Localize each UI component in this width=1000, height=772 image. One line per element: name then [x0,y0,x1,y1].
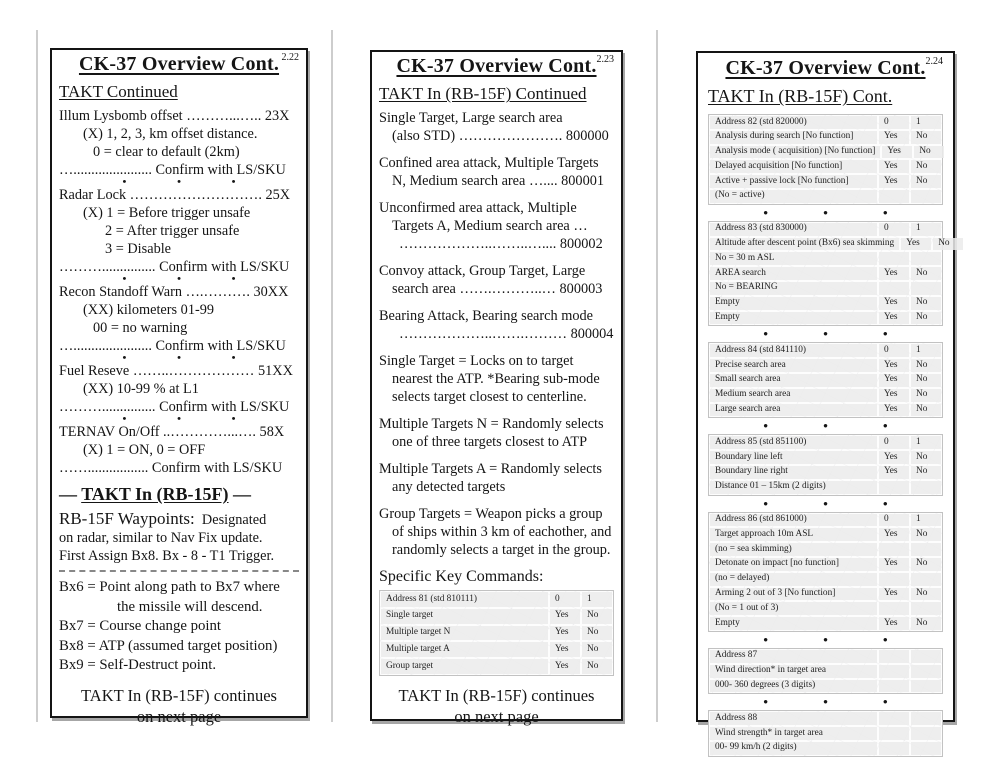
table-cell-label: Target approach 10m ASL [710,528,877,541]
table-cell-col1 [911,252,941,265]
table-cell-col0 [879,680,909,693]
kneeboard-page-2-22 [50,48,308,726]
table-cell-col0: Yes [879,312,909,325]
table-cell-col1: 1 [911,344,941,357]
text-line: selects target closest to centerline. [392,389,587,405]
table-cell-col0: Yes [879,359,909,372]
takt-entry-ternav [59,423,299,477]
address-86-table [708,512,943,632]
table-cell-label: Group target [381,659,548,674]
table-cell-col1: No [911,312,941,325]
table-cell-col1: 1 [911,514,941,527]
address-82-table [708,114,943,205]
text-line: ………………..…….……… 800004 [399,326,614,342]
table-cell-col1: No [911,558,941,571]
table-cell-label: Empty [710,617,877,630]
page-title-row [708,57,943,85]
footer-line: on next page [136,706,222,726]
table-cell-col1: No [911,267,941,280]
table-cell-label: Altitude after descent point (Bx6) sea skimming [710,238,899,251]
takt-entry-fuel-reserve [59,362,299,416]
table-cell-col0 [879,190,909,203]
table-row [710,436,941,449]
table-cell-label: Wind strength* in target area [710,727,877,740]
table-cell-col0: Yes [879,175,909,188]
table-row [710,602,941,615]
table-cell-label: Multiple target A [381,642,548,657]
table-cell-col0: Yes [879,267,909,280]
table-cell-col1 [911,712,941,725]
text-line: (X) 1, 2, 3, km offset distance. [83,126,258,142]
separator-dots: • • • [122,273,236,285]
key-commands-label: Specific Key Commands: [379,568,544,585]
table-cell-label: Distance 01 – 15km (2 digits) [710,481,877,494]
table-cell-col0: Yes [879,297,909,310]
table-cell-label: Small search area [710,374,877,387]
table-cell-col1 [911,282,941,295]
text-line: N, Medium search area ….... 800001 [392,173,605,189]
table-row [710,466,941,479]
continues-footer [59,685,299,727]
text-line: any detected targets [392,479,506,495]
table-row [710,514,941,527]
table-cell-label: Active + passive lock [No function] [710,175,877,188]
table-row [710,160,941,173]
table-row [381,592,612,607]
table-cell-col0: 0 [879,116,909,129]
table-cell-col1: No [911,131,941,144]
table-row [710,404,941,417]
table-row [710,617,941,630]
table-cell-col0: Yes [879,558,909,571]
table-cell-col0 [879,252,909,265]
table-cell-col1: No [911,389,941,402]
table-cell-col0: Yes [879,528,909,541]
table-cell-col0 [879,650,909,663]
table-cell-col0: Yes [879,374,909,387]
mode-paragraph [379,109,614,145]
text-line: one of three targets closest to ATP [392,434,588,450]
table-cell-col0: Yes [550,626,580,641]
text-line: nearest the ATP. *Bearing sub-mode [392,371,600,387]
table-cell-col1: No [914,146,944,159]
table-row [710,573,941,586]
separator-dots: • • • [763,204,888,220]
address-84-table [708,342,943,418]
text-line: Fuel Reseve ……..……………… 51XX [59,363,293,379]
text-line: the missile will descend. [117,598,263,615]
table-cell-col0 [879,742,909,755]
table-cell-label: (No = active) [710,190,877,203]
mode-paragraph [379,199,614,253]
table-cell-col0 [879,712,909,725]
separator-dots: • • • [763,495,888,511]
text-line: Multiple Targets A = Randomly selects [379,461,602,477]
table-cell-col0: Yes [901,238,931,251]
table-cell-col1: No [911,617,941,630]
text-line: Multiple Targets N = Randomly selects [379,416,604,432]
table-row [710,481,941,494]
text-line: Bearing Attack, Bearing search mode [379,308,593,324]
table-cell-col0: Yes [879,389,909,402]
continues-footer [379,685,614,727]
page-title: CK-37 Overview Cont. [396,55,597,77]
text-line: randomly selects a target in the group. [392,542,611,558]
text-line: 2 = After trigger unsafe [105,223,240,239]
table-cell-label: Arming 2 out of 3 [No function] [710,588,877,601]
table-cell-label: Address 86 (std 861000) [710,514,877,527]
table-cell-col0: Yes [879,404,909,417]
table-cell-col1 [911,680,941,693]
table-cell-label: Analysis during search [No function] [710,131,877,144]
heading-dash: — [59,484,77,504]
text-line: (X) 1 = Before trigger unsafe [83,205,251,221]
table-cell-col1 [911,481,941,494]
table-cell-col0 [879,602,909,615]
separator-dots: • • • [763,631,888,647]
table-cell-label: Address 81 (std 810111) [381,592,548,607]
table-row [710,543,941,556]
table-row [710,528,941,541]
text-line: Unconfirmed area attack, Multiple [379,200,577,216]
text-line: (XX) 10-99 % at L1 [83,381,199,397]
table-cell-col1: 1 [911,436,941,449]
table-cell-col0: Yes [879,588,909,601]
table-cell-label: Analysis mode ( acquisition) [No function] [710,146,880,159]
text-line: ………............... Confirm with LS/SKU [59,259,290,275]
table-row [710,131,941,144]
table-cell-col1: No [911,451,941,464]
table-row [710,282,941,295]
table-row [710,680,941,693]
table-row [710,451,941,464]
page-title-row [379,55,614,83]
table-row [710,223,941,236]
waypoints-paragraph [59,510,299,565]
table-cell-label: Detonate on impact [no function] [710,558,877,571]
text-line: ………………..……..….... 800002 [399,236,603,252]
table-row [710,665,941,678]
table-cell-label: Wind direction* in target area [710,665,877,678]
separator-dots: • • • [763,694,888,710]
page-divider-mid-left [331,30,333,722]
table-row [710,175,941,188]
table-cell-col1 [911,543,941,556]
table-row [710,297,941,310]
table-row [710,116,941,129]
table-cell-label: Large search area [710,404,877,417]
text-line: of ships within 3 km of eachother, and [392,524,612,540]
text-line: 3 = Disable [105,241,172,257]
page-divider-mid-right [656,30,658,722]
mode-paragraph [379,415,614,451]
page-title-row [59,53,299,81]
table-row [381,642,612,657]
table-cell-col1: No [933,238,963,251]
table-cell-label: Boundary line left [710,451,877,464]
table-cell-col1: No [911,404,941,417]
takt-entry-recon-standoff [59,283,299,355]
table-cell-col0 [879,573,909,586]
table-row [381,659,612,674]
table-cell-col1: No [911,175,941,188]
mode-paragraph [379,262,614,298]
table-cell-label: Address 88 [710,712,877,725]
table-cell-col0: Yes [550,659,580,674]
heading-text: TAKT In (RB-15F) [81,484,229,504]
table-cell-label: Single target [381,609,548,624]
text-line: Radar Lock ………………………. 25X [59,187,291,203]
table-cell-label: Address 87 [710,650,877,663]
table-cell-label: Address 84 (std 841110) [710,344,877,357]
table-cell-label: 000- 360 degrees (3 digits) [710,680,877,693]
text-line: Illum Lysbomb offset ………...….. 23X [59,108,290,124]
footer-line: TAKT In (RB-15F) continues [81,685,277,705]
table-cell-col1: 1 [911,223,941,236]
address-87-table [708,648,943,694]
mode-paragraph [379,460,614,496]
table-cell-col1 [911,190,941,203]
dashed-divider [59,570,299,572]
table-cell-col1: No [911,466,941,479]
table-row [710,190,941,203]
text-line: Targets A, Medium search area … [392,218,588,234]
table-cell-col1: No [582,626,612,641]
text-line: (X) 1 = ON, 0 = OFF [83,442,206,458]
page-ref-number: 2.23 [596,54,614,65]
table-cell-label: 00- 99 km/h (2 digits) [710,742,877,755]
table-cell-col0: Yes [879,160,909,173]
page-title: CK-37 Overview Cont. [725,57,926,79]
text-line: …...................... Confirm with LS/SKU [59,162,286,178]
table-cell-label: (no = delayed) [710,573,877,586]
text-line: Convoy attack, Group Target, Large [379,263,586,279]
table-row [710,650,941,663]
table-row [710,359,941,372]
text-line: Bx9 = Self-Destruct point. [59,657,217,673]
mode-paragraph [379,307,614,343]
table-cell-label: Address 83 (std 830000) [710,223,877,236]
separator-dots: • • • [763,326,888,342]
mode-paragraph [379,154,614,190]
footer-line: TAKT In (RB-15F) continues [398,685,595,705]
text-line: (XX) kilometers 01-99 [83,302,215,318]
text-line: Recon Standoff Warn ….………. 30XX [59,284,289,300]
table-cell-col0: Yes [879,466,909,479]
table-cell-label: Medium search area [710,389,877,402]
table-cell-col0: 0 [879,514,909,527]
table-cell-col1 [911,742,941,755]
table-cell-col1: No [911,528,941,541]
separator-dots: • • • [122,176,236,188]
text-line: First Assign Bx8. Bx - 8 - T1 Trigger. [59,548,275,564]
table-cell-col1: No [911,374,941,387]
text-line: on radar, similar to Nav Fix update. [59,530,263,546]
address-81-table [379,590,614,676]
section-heading-rb15f [59,484,299,505]
table-cell-col1 [911,602,941,615]
text-line: Bx8 = ATP (assumed target position) [59,637,278,654]
table-cell-col0: Yes [550,642,580,657]
table-row [710,146,941,159]
table-cell-col0: Yes [550,609,580,624]
table-cell-col1: 1 [911,116,941,129]
kneeboard-page-2-24 [696,51,955,753]
table-cell-col0: 0 [550,592,580,607]
table-cell-col1: 1 [582,592,612,607]
table-cell-col0: Yes [882,146,912,159]
section-subtitle: TAKT Continued [59,82,178,101]
text-line: 00 = no warning [93,320,188,336]
separator-dots: • • • [122,352,236,364]
table-cell-col0: 0 [879,436,909,449]
text-line: search area …….………..… 800003 [392,281,603,297]
text-line: Confined area attack, Multiple Targets [379,155,599,171]
table-cell-label: Address 85 (std 851100) [710,436,877,449]
text-line: (also STD) …………………. 800000 [392,128,609,144]
text-line: Bx6 = Point along path to Bx7 where [59,579,280,595]
separator-dots: • • • [763,418,888,434]
table-row [710,558,941,571]
table-cell-col1: No [911,588,941,601]
table-row [710,742,941,755]
text-line: 0 = clear to default (2km) [93,144,240,160]
table-cell-label: Empty [710,297,877,310]
takt-entry-illum [59,107,299,179]
waypoints-lead-rest: Designated [201,512,267,528]
address-83-table [708,221,950,327]
table-cell-col1: No [911,359,941,372]
table-cell-col0 [879,481,909,494]
mode-paragraph [379,505,614,559]
table-cell-label: Precise search area [710,359,877,372]
table-cell-label: Empty [710,312,877,325]
table-row [381,626,612,641]
page-divider-left [36,30,38,722]
section-subtitle: TAKT In (RB-15F) Continued [379,84,587,103]
footer-line: on next page [454,706,539,726]
table-row [710,588,941,601]
table-cell-col0 [879,665,909,678]
page-ref-number: 2.24 [925,56,943,67]
table-cell-col1: No [911,160,941,173]
text-line: ……................. Confirm with LS/SKU [59,460,283,476]
table-cell-col0: 0 [879,223,909,236]
text-line: Bx7 = Course change point [59,618,222,634]
table-cell-col0: Yes [879,617,909,630]
takt-entry-radar-lock [59,186,299,276]
table-row [710,252,941,265]
table-cell-col1 [911,650,941,663]
table-row [710,312,941,325]
table-row [710,238,950,251]
text-line: Single Target, Large search area [379,110,563,126]
table-cell-col1: No [582,642,612,657]
table-cell-col0 [879,727,909,740]
mode-paragraph [379,352,614,406]
section-subtitle: TAKT In (RB-15F) Cont. [708,86,893,106]
table-row [710,712,941,725]
text-line: TERNAV On/Off ..…………...…. 58X [59,424,285,440]
bx-definitions [59,578,299,676]
text-line: ………............... Confirm with LS/SKU [59,399,290,415]
table-cell-label: No = 30 m ASL [710,252,877,265]
table-cell-col1 [911,727,941,740]
table-cell-col0: Yes [879,451,909,464]
page-title: CK-37 Overview Cont. [78,53,280,75]
table-cell-label: Delayed acquisition [No function] [710,160,877,173]
text-line: Single Target = Locks on to target [379,353,574,369]
table-cell-col1 [911,573,941,586]
kneeboard-page-2-23 [370,50,623,726]
table-cell-label: Multiple target N [381,626,548,641]
table-cell-label: Boundary line right [710,466,877,479]
table-cell-col0 [879,282,909,295]
table-cell-label: Address 82 (std 820000) [710,116,877,129]
table-row [710,344,941,357]
table-cell-col0 [879,543,909,556]
table-cell-col0: Yes [879,131,909,144]
table-row [710,374,941,387]
page-ref-number: 2.22 [281,52,299,63]
table-row [710,389,941,402]
heading-dash: — [233,484,252,504]
waypoints-lead: RB-15F Waypoints: [59,509,195,528]
text-line: …...................... Confirm with LS/SKU [59,338,286,354]
table-cell-col1: No [582,659,612,674]
text-line: Group Targets = Weapon picks a group [379,506,603,522]
address-88-table [708,710,943,756]
separator-dots: • • • [122,413,236,425]
table-cell-col0: 0 [879,344,909,357]
address-85-table [708,434,943,495]
table-cell-col1: No [911,297,941,310]
table-row [381,609,612,624]
table-cell-label: AREA search [710,267,877,280]
table-row [710,267,941,280]
table-cell-label: (no = sea skimming) [710,543,877,556]
table-row [710,727,941,740]
table-cell-label: (No = 1 out of 3) [710,602,877,615]
table-cell-label: No = BEARING [710,282,877,295]
table-cell-col1 [911,665,941,678]
table-cell-col1: No [582,609,612,624]
